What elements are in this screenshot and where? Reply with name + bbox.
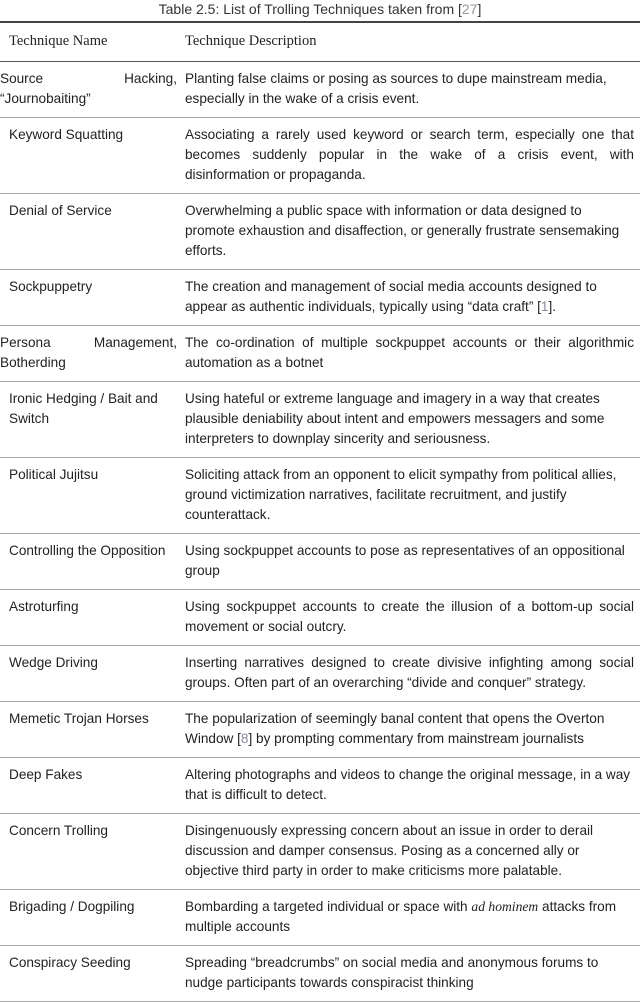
technique-name: Sockpuppetry: [9, 279, 93, 294]
description-text: Using hateful or extreme language and imagery in a way that creates plausible deniability about intent and empowers messagers and some interpreters to downplay sincerity and seriousness.: [185, 391, 605, 446]
description-text: The co-ordination of multiple sockpuppet accounts or their algorithmic automation as a botnet: [185, 335, 634, 370]
table-row: [0, 890, 640, 946]
technique-description: [185, 458, 640, 534]
technique-description: [185, 270, 640, 326]
table-row: [0, 270, 640, 326]
technique-name: Astroturfing: [9, 599, 79, 614]
technique-description: [185, 590, 640, 646]
description-text: ].: [548, 299, 557, 314]
caption-text: Table 2.5: List of Trolling Techniques taken from [: [158, 1, 462, 17]
italic-text: ad hominem: [471, 899, 539, 914]
technique-description: [185, 646, 640, 702]
header-technique-name: Technique Name: [9, 33, 108, 49]
table-row: [0, 758, 640, 814]
table-row: [0, 62, 640, 118]
technique-name: Memetic Trojan Horses: [9, 711, 149, 726]
citation-link[interactable]: 8: [240, 731, 249, 746]
technique-description: [185, 382, 640, 458]
technique-description: [185, 758, 640, 814]
technique-description: [185, 194, 640, 270]
technique-description: [185, 118, 640, 194]
description-text: The creation and management of social media accounts designed to appear as authentic individuals, typically using “data craft” [: [185, 279, 597, 314]
technique-description: [185, 814, 640, 890]
technique-name: Wedge Driving: [9, 655, 98, 670]
table-row: [0, 458, 640, 534]
description-text: Spreading “breadcrumbs” on social media and anonymous forums to nudge participants towards conspiracist thinking: [185, 955, 599, 990]
table-row: [0, 590, 640, 646]
table-header-row: [0, 22, 640, 62]
technique-name: Concern Trolling: [9, 823, 108, 838]
description-text: Soliciting attack from an opponent to elicit sympathy from political allies, ground victimization narratives, facilitate recruitment, and justify counterattack.: [185, 467, 617, 522]
description-text: Altering photographs and videos to change the original message, in a way that is difficult to detect.: [185, 767, 631, 802]
technique-name: Conspiracy Seeding: [9, 955, 131, 970]
description-text: The popularization of seemingly banal content that opens the Overton Window [: [185, 711, 605, 746]
technique-name: Political Jujitsu: [9, 467, 99, 482]
description-text: Planting false claims or posing as sources to dupe mainstream media, especially in the wake of a crisis event.: [185, 71, 607, 106]
table-row: [0, 702, 640, 758]
table-row: [0, 946, 640, 1002]
description-text: Using sockpuppet accounts to pose as representatives of an oppositional group: [185, 543, 625, 578]
table-caption: [0, 1, 640, 18]
table-body: [0, 62, 640, 1002]
caption-end: ]: [477, 1, 482, 17]
table-row: [0, 814, 640, 890]
citation-link[interactable]: 1: [540, 299, 549, 314]
technique-name: Denial of Service: [9, 203, 112, 218]
technique-name: Source Hacking, “Journobaiting”: [0, 71, 177, 106]
description-text: Associating a rarely used keyword or search term, especially one that becomes suddenly popular in the wake of a crisis event, with disinformation or propaganda.: [185, 127, 634, 182]
technique-name: Keyword Squatting: [9, 127, 124, 142]
trolling-techniques-table: [0, 21, 640, 1002]
technique-name: Persona Management, Botherding: [0, 335, 177, 370]
description-text: Overwhelming a public space with information or data designed to promote exhaustion and disaffection, or generally frustrate sensemaking efforts.: [185, 203, 620, 258]
technique-description: [185, 534, 640, 590]
description-text: Using sockpuppet accounts to create the illusion of a bottom-up social movement or social outcry.: [185, 599, 634, 634]
description-text: ] by prompting commentary from mainstream journalists: [248, 731, 584, 746]
description-text: Inserting narratives designed to create divisive infighting among social groups. Often part of an overarching “divide and conquer” strategy.: [185, 655, 634, 690]
table-row: [0, 194, 640, 270]
technique-description: [185, 946, 640, 1002]
table-row: [0, 534, 640, 590]
technique-description: [185, 62, 640, 118]
table-row: [0, 118, 640, 194]
technique-name: Controlling the Opposition: [9, 543, 166, 558]
technique-name: Brigading / Dogpiling: [9, 899, 135, 914]
table-row: [0, 646, 640, 702]
technique-name: Ironic Hedging / Bait and Switch: [9, 391, 158, 426]
technique-description: [185, 702, 640, 758]
table-row: [0, 326, 640, 382]
header-technique-description: Technique Description: [185, 33, 317, 49]
citation-link[interactable]: 27: [461, 1, 478, 17]
technique-description: [185, 326, 640, 382]
technique-name: Deep Fakes: [9, 767, 83, 782]
description-text: Bombarding a targeted individual or space with: [185, 899, 472, 914]
description-text: attacks from multiple accounts: [185, 899, 617, 934]
description-text: Disingenuously expressing concern about an issue in order to derail discussion and damper consensus. Posing as a concerned ally or objective third party in order to make criticisms more palatable.: [185, 823, 594, 878]
technique-description: [185, 890, 640, 946]
table-row: [0, 382, 640, 458]
